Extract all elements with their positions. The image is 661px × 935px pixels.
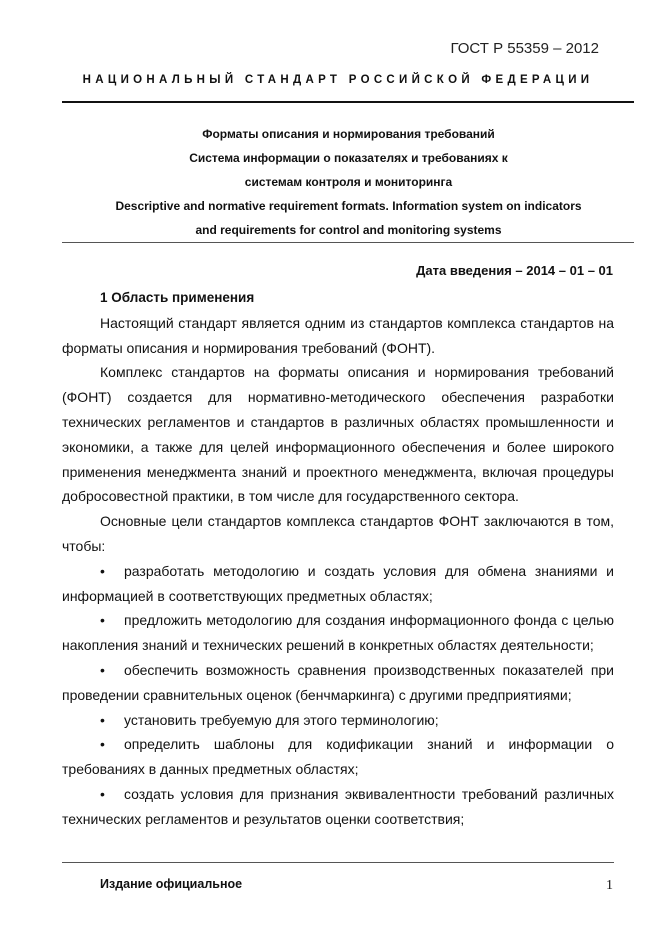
page-number: 1 (606, 878, 613, 893)
bullet-icon: • (100, 562, 105, 579)
header-divider (62, 101, 634, 103)
introduction-date: Дата введения – 2014 – 01 – 01 (416, 263, 613, 278)
bullet-text: предложить методологию для создания информационного фонда с целью накопления знаний и технических решений в конкретных областях деятельности; (62, 612, 614, 654)
footer-divider (62, 862, 614, 863)
section-scope (62, 286, 614, 832)
title-en-line-2: and requirements for control and monitoring systems (195, 223, 502, 237)
title-ru-line-1: Форматы описания и нормирования требований (202, 127, 495, 141)
bullet-icon: • (100, 785, 105, 802)
bullet-icon: • (100, 736, 105, 753)
paragraph-2: Комплекс стандартов на форматы описания и нормирования требований (ФОНТ) создается для нормативно-методического обеспечения разработки технических регламентов и стандартов в различных областях промышленности и экономики, а также для целей информационного обеспечения и более широкого применения менеджмента знаний и проектного менеджмента, включая процедуры добросовестной практики, в том числе для государственного сектора. (62, 364, 614, 505)
bullet-icon: • (100, 661, 105, 678)
bullet-item (62, 559, 614, 609)
bullet-item (62, 658, 614, 708)
edition-note: Издание официальное (100, 877, 243, 891)
bullet-item (62, 732, 614, 782)
document-id: ГОСТ Р 55359 – 2012 (450, 40, 599, 57)
bullet-text: создать условия для признания эквивалентности требований различных технических регламентов и результатов оценки соответствия; (62, 785, 614, 827)
paragraph-3: Основные цели стандартов комплекса стандартов ФОНТ заключаются в том, чтобы: (62, 513, 614, 554)
section-heading: 1 Область применения (100, 290, 255, 305)
title-ru-line-2: Система информации о показателях и требованиях к (189, 151, 508, 165)
bullet-item (62, 708, 614, 733)
bullet-text: установить требуемую для этого терминологию; (124, 711, 439, 728)
bullet-text: разработать методологию и создать условия для обмена знаниями и информацией в соответствующих предметных областях; (62, 562, 614, 604)
title-divider (62, 242, 634, 243)
bullet-text: обеспечить возможность сравнения производственных показателей при проведении сравнительных оценок (бенчмаркинга) с другими предприятиями; (62, 661, 614, 703)
bullet-item (62, 782, 614, 832)
paragraph-1: Настоящий стандарт является одним из стандартов комплекса стандартов на форматы описания и нормирования требований (ФОНТ). (62, 314, 614, 356)
bullet-icon: • (100, 612, 105, 629)
title-ru-line-3: системам контроля и мониторинга (244, 175, 453, 189)
document-titles (50, 122, 647, 242)
bullet-item (62, 608, 614, 658)
bullet-icon: • (100, 711, 105, 728)
standard-title: НАЦИОНАЛЬНЫЙ СТАНДАРТ РОССИЙСКОЙ ФЕДЕРАЦИИ (82, 74, 594, 86)
bullet-text: определить шаблоны для кодификации знаний и информации о требованиях в данных предметных областях; (62, 736, 614, 778)
title-en-line-1: Descriptive and normative requirement formats. Information system on indicators (115, 199, 582, 213)
